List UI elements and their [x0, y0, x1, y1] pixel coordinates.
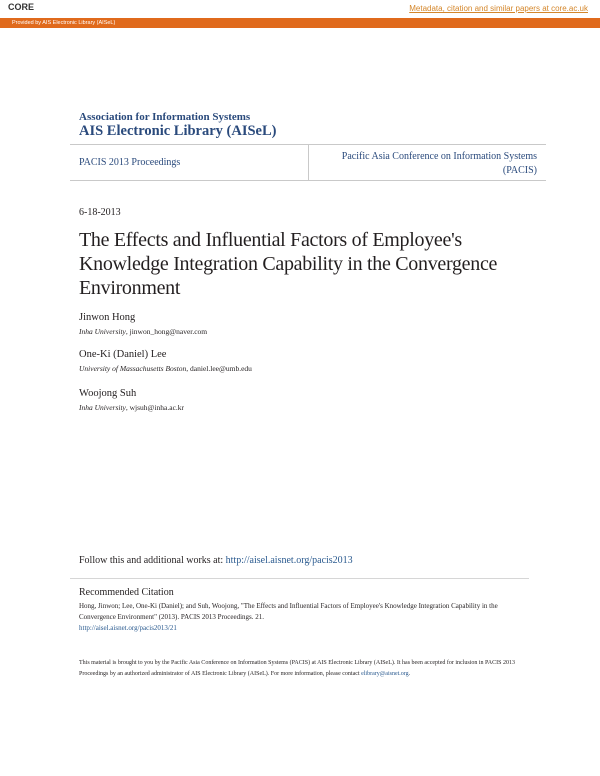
library-name[interactable]: AIS Electronic Library (AISeL) [79, 123, 277, 139]
publication-date: 6-18-2013 [79, 207, 121, 218]
provided-by-bar [0, 18, 600, 28]
proceedings-link[interactable]: PACIS 2013 Proceedings [79, 157, 181, 168]
author-institution: Inha University [79, 403, 126, 412]
citation-text: Hong, Jinwon; Lee, One-Ki (Daniel); and Suh, Woojong, "The Effects and Influential Factors of Employee's Knowledge Integration Capability in the Convergence Environment" (2013). PACIS 2013 Proceedings. 21. [79, 602, 498, 621]
recommended-citation-heading: Recommended Citation [79, 587, 174, 598]
core-logo[interactable]: CORE [8, 2, 35, 12]
contact-email-link[interactable]: elibrary@aisnet.org [361, 671, 409, 677]
author-institution: Inha University [79, 327, 126, 336]
association-name: Association for Information Systems [79, 111, 251, 123]
paper-title: The Effects and Influential Factors of Employee's Knowledge Integration Capability in the Convergence Environment [79, 229, 498, 299]
follow-url-link[interactable]: http://aisel.aisnet.org/pacis2013 [225, 555, 353, 566]
header-divider-bottom [70, 180, 546, 181]
author-name: Woojong Suh [79, 388, 137, 399]
author-affiliation [79, 327, 207, 336]
footer-notice [79, 658, 529, 680]
author-email: , daniel.lee@umb.edu [186, 364, 252, 373]
header-divider-vertical [308, 144, 309, 180]
follow-text: Follow this and additional works at: [79, 555, 226, 566]
author-affiliation [79, 364, 252, 373]
provided-by-text: Provided by AIS Electronic Library (AISeL) [12, 20, 116, 26]
citation-url-link[interactable]: http://aisel.aisnet.org/pacis2013/21 [79, 624, 177, 632]
footer-end: . [408, 671, 411, 677]
author-name: One-Ki (Daniel) Lee [79, 349, 167, 360]
author-email: , jinwon_hong@naver.com [125, 327, 208, 336]
author-name: Jinwon Hong [79, 312, 136, 323]
follow-works [79, 555, 353, 566]
author-email: , wjsuh@inha.ac.kr [125, 403, 185, 412]
footer-text: This material is brought to you by the Pacific Asia Conference on Information Systems (PACIS) at AIS Electronic Library (AISeL). It has been accepted for inclusion in PACIS 2013 Proceedings by an authorized administrator of AIS Electronic Library (AISeL). For more information, please contact [79, 660, 515, 677]
recommended-divider [70, 578, 529, 579]
author-institution: University of Massachusetts Boston [79, 364, 187, 373]
conference-link[interactable]: Pacific Asia Conference on Information Systems (PACIS) [341, 151, 537, 176]
author-affiliation [79, 403, 184, 412]
citation-block [79, 601, 527, 634]
core-metadata-link[interactable]: Metadata, citation and similar papers at core.ac.uk [409, 4, 588, 13]
